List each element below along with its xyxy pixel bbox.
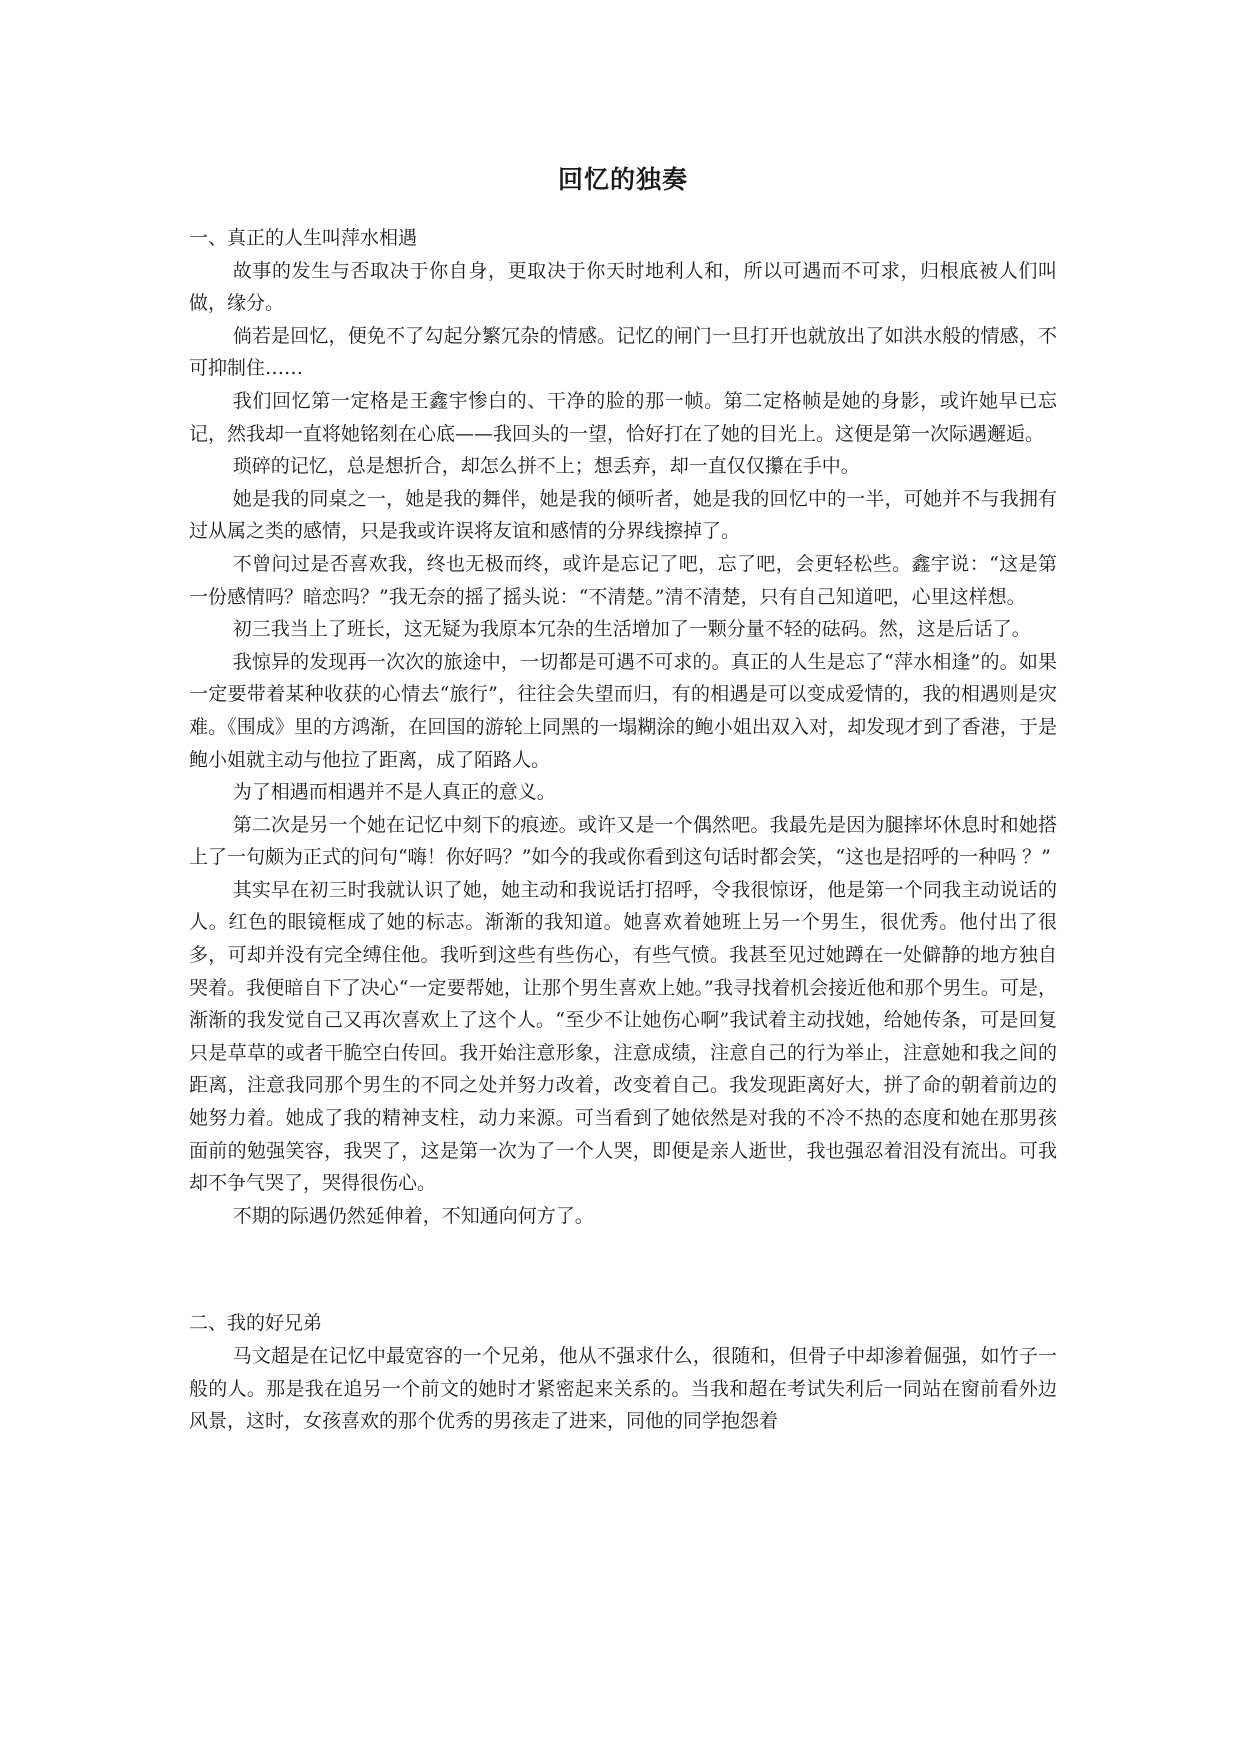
section-1 bbox=[189, 222, 1057, 1232]
paragraph: 其实早在初三时我就认识了她，她主动和我说话打招呼，令我很惊讶，他是第一个同我主动说话的人。红色的眼镜框成了她的标志。渐渐的我知道。她喜欢着她班上另一个男生，很优秀。他付出了很多，可却并没有完全缚住他。我听到这些有些伤心，有些气愤。我甚至见过她蹲在一处僻静的地方独自哭着。我便暗自下了决心“一定要帮她，让那个男生喜欢上她。”我寻找着机会接近他和那个男生。可是，渐渐的我发觉自己又再次喜欢上了这个人。“至少不让她伤心啊”我试着主动找她，给她传条，可是回复只是草草的或者干脆空白传回。我开始注意形象，注意成绩，注意自己的行为举止，注意她和我之间的距离，注意我同那个男生的不同之处并努力改着，改变着自己。我发现距离好大，拼了命的朝着前边的她努力着。她成了我的精神支柱，动力来源。可当看到了她依然是对我的不冷不热的态度和她在那男孩面前的勉强笑容，我哭了，这是第一次为了一个人哭，即便是亲人逝世，我也强忍着泪没有流出。可我却不争气哭了，哭得很伤心。 bbox=[189, 878, 1057, 1195]
paragraph: 不期的际遇仍然延伸着，不知通向何方了。 bbox=[232, 1204, 594, 1227]
section-spacer bbox=[189, 1232, 1057, 1307]
section-2 bbox=[189, 1307, 1057, 1437]
paragraph: 为了相遇而相遇并不是人真正的意义。 bbox=[232, 781, 556, 804]
paragraph: 不曾问过是否喜欢我，终也无极而终，或许是忘记了吧，忘了吧，会更轻松些。鑫宇说：“这是第一份感情吗？暗恋吗？”我无奈的摇了摇头说：“不清楚。”清不清楚，只有自己知道吧，心里这样想。 bbox=[189, 552, 1057, 608]
paragraph: 第二次是另一个她在记忆中刻下的痕迹。或许又是一个偶然吧。我最先是因为腿摔坏休息时和她搭上了一句颇为正式的问句“嗨！你好吗？”如今的我或你看到这句话时都会笑，“这也是招呼的一种吗 ？” bbox=[189, 813, 1057, 869]
paragraph: 我们回忆第一定格是王鑫宇惨白的、干净的脸的那一帧。第二定格帧是她的身影，或许她早已忘记，然我却一直将她铭刻在心底——我回头的一望，恰好打在了她的目光上。这便是第一次际遇邂逅。 bbox=[189, 389, 1057, 445]
section-1-heading: 一、真正的人生叫萍水相遇 bbox=[189, 227, 418, 249]
paragraph: 她是我的同桌之一，她是我的舞伴，她是我的倾听者，她是我的回忆中的一半，可她并不与我拥有过从属之类的感情，只是我或许误将友谊和感情的分界线擦掉了。 bbox=[189, 487, 1057, 543]
paragraph: 初三我当上了班长，这无疑为我原本冗杂的生活增加了一颗分量不轻的砝码。然，这是后话了。 bbox=[232, 618, 1031, 641]
paragraph: 琐碎的记忆，总是想折合，却怎么拼不上；想丢弃，却一直仅仅攥在手中。 bbox=[232, 455, 860, 478]
paragraph: 马文超是在记忆中最宽容的一个兄弟，他从不强求什么，很随和，但骨子中却渗着倔强，如竹子一般的人。那是我在追另一个前文的她时才紧密起来关系的。当我和超在考试失利后一同站在窗前看外边风景，这时，女孩喜欢的那个优秀的男孩走了进来，同他的同学抱怨着 bbox=[189, 1345, 1057, 1433]
document-page bbox=[189, 160, 1057, 1438]
document-title: 回忆的独奏 bbox=[557, 165, 688, 194]
paragraph: 我惊异的发现再一次次的旅途中，一切都是可遇不可求的。真正的人生是忘了“萍水相逢”的。如果一定要带着某种收获的心情去“旅行”，往往会失望而归，有的相遇是可以变成爱情的，我的相遇则是灾难。《围成》里的方鸿渐，在回国的游轮上同黑的一塌糊涂的鲍小姐出双入对，却发现才到了香港，于是鲍小姐就主动与他拉了距离，成了陌路人。 bbox=[189, 650, 1057, 771]
section-2-heading: 二、我的好兄弟 bbox=[189, 1312, 323, 1335]
paragraph: 故事的发生与否取决于你自身，更取决于你天时地利人和，所以可遇而不可求，归根底被人们叫做，缘分。 bbox=[189, 259, 1057, 315]
paragraph: 倘若是回忆，便免不了勾起分繁冗杂的情感。记忆的闸门一旦打开也就放出了如洪水般的情感，不可抑制住…… bbox=[189, 324, 1057, 380]
